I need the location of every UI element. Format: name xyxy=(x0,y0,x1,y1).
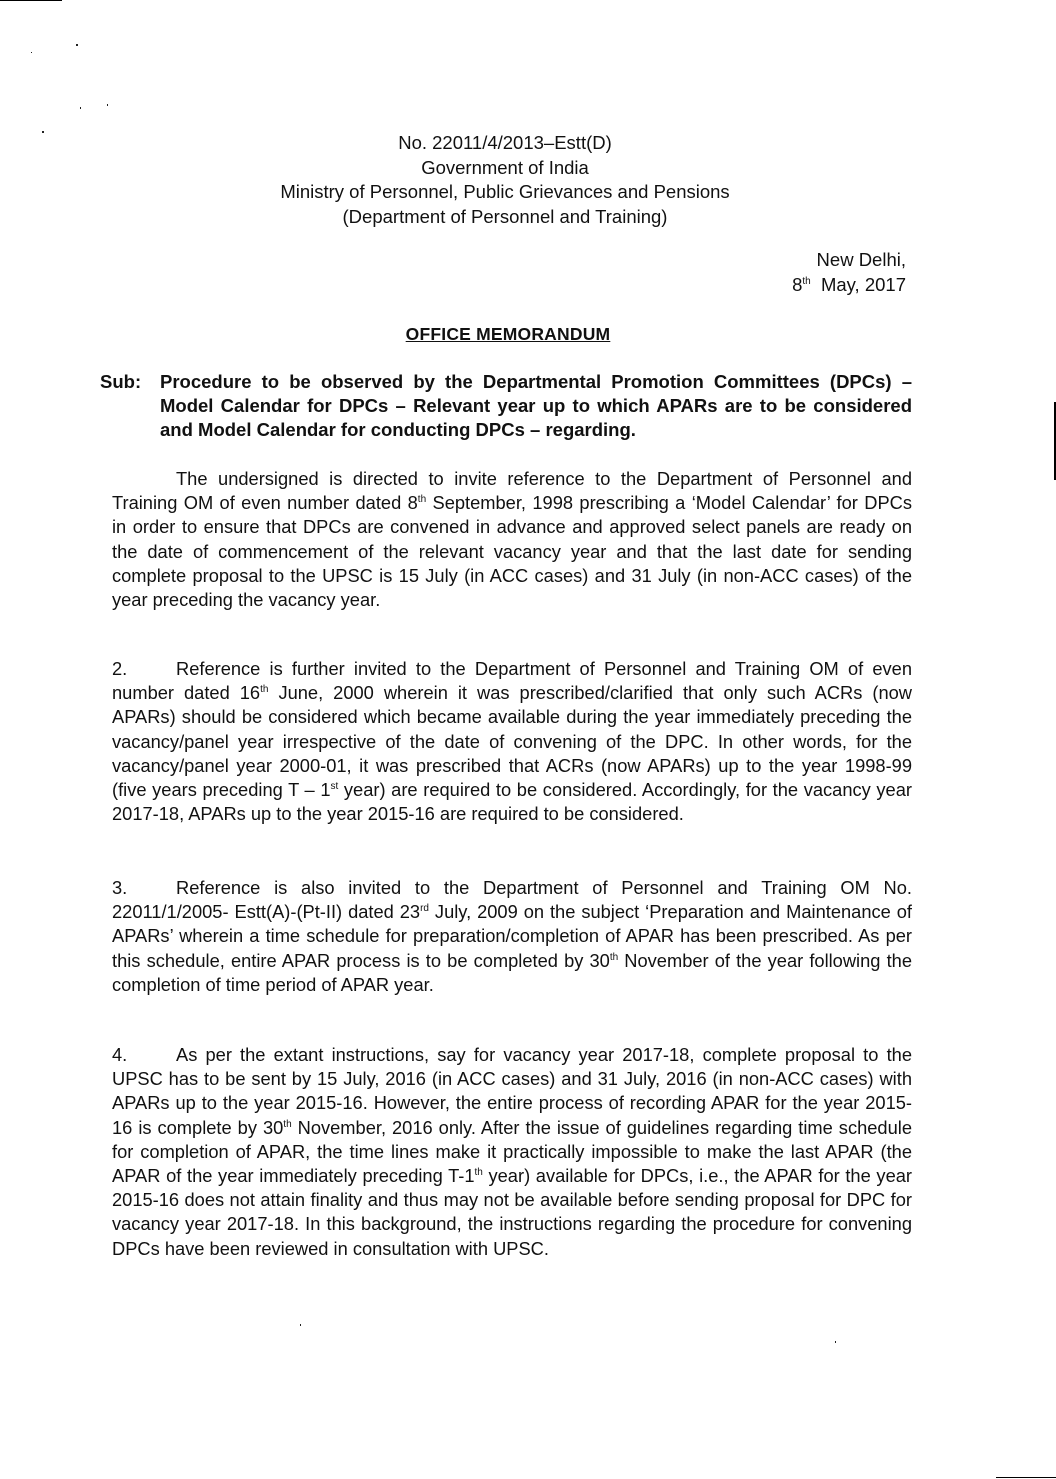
subject-block xyxy=(100,370,912,442)
place-and-date xyxy=(792,248,906,297)
scan-speck xyxy=(80,107,81,109)
scan-speck xyxy=(42,131,44,133)
document-title: OFFICE MEMORANDUM xyxy=(405,324,611,344)
paragraph-2-text: June, 2000 wherein it was prescribed/clarified that only such ACRs (now APARs) should be considered which became available during the year immediately preceding the vacancy/panel year irrespective of the date of convening of the DPC. In other words, for the vacancy/panel year 2000-01, it was prescribed that ACRs (now APARs) up to the year 1998-99 (five years preceding T – 1 xyxy=(112,682,912,801)
paragraph-2-text: year) are required to be considered. Accordingly, for the vacancy year 2017-18, APARs up to the year 2015-16 are required to be considered. xyxy=(112,779,912,825)
paragraph-number: 3. xyxy=(112,877,128,898)
paragraph-2-text: Reference is further invited to the Department of Personnel and Training OM of even number dated 16 xyxy=(112,658,912,704)
ministry-name: Ministry of Personnel, Public Grievances and Pensions xyxy=(280,181,730,202)
date-day: 8 xyxy=(792,273,803,295)
ordinal-suffix: st xyxy=(330,781,339,793)
paragraph-4-text: year) available for DPCs, i.e., the APAR for the year 2015-16 does not attain finality and thus may not be available before sending proposal for DPC for vacancy year 2017-18. In this background, the instructions regarding the procedure for convening DPCs have been reviewed in consultation with UPSC. xyxy=(112,1165,912,1259)
subject-label: Sub: xyxy=(100,371,142,392)
paragraph-number: 2. xyxy=(112,658,128,679)
ordinal-suffix: rd xyxy=(420,903,429,915)
paragraph-3-text: Reference is also invited to the Department of Personnel and Training OM No. 22011/1/2005- Estt(A)-(Pt-II) dated 23 xyxy=(112,877,912,923)
scan-edge-top xyxy=(0,0,62,1)
ordinal-suffix: th xyxy=(474,1167,483,1179)
ordinal-suffix: th xyxy=(417,494,427,506)
scan-speck xyxy=(76,44,78,46)
subject-text: Procedure to be observed by the Departmental Promotion Committees (DPCs) – Model Calendar for DPCs – Relevant year up to which APARs are to be considered and Model Calendar for conducting DPCs – regarding. xyxy=(160,371,912,440)
scan-speck xyxy=(107,104,108,106)
paragraph-3-text: July, 2009 on the subject ‘Preparation and Maintenance of APARs’ wherein a time schedule for preparation/completion of APAR has been prescribed. As per this schedule, entire APAR process is to be completed by 30 xyxy=(112,901,912,971)
paragraph-number: 4. xyxy=(112,1044,128,1065)
paragraph-4-text: November, 2016 only. After the issue of guidelines regarding time schedule for completion of APAR, the time lines make it practically impossible to make the last APAR (the APAR of the year immediately preceding T-1 xyxy=(112,1116,912,1187)
paragraph-2 xyxy=(112,657,912,826)
date-month-year: May, 2017 xyxy=(820,273,906,295)
place: New Delhi, xyxy=(816,249,906,270)
scan-speck xyxy=(31,52,32,53)
file-number: No. 22011/4/2013–Estt(D) xyxy=(398,132,612,153)
date xyxy=(792,273,906,298)
paragraph-1-text: The undersigned is directed to invite reference to the Department of Personnel and Training OM of even number dated 8 xyxy=(112,468,912,514)
ordinal-suffix: th xyxy=(283,1118,292,1130)
letterhead xyxy=(200,131,810,229)
department-name: (Department of Personnel and Training) xyxy=(342,205,668,227)
scan-speck xyxy=(300,1324,301,1326)
paragraph-1-text: September, 1998 prescribing a ‘Model Calendar’ for DPCs in order to ensure that DPCs are convened in advance and approved select panels are ready on the date of commencement of the relevant vacancy year and that the last date for sending complete proposal to the UPSC is 15 July (in ACC cases) and 31 July (in non-ACC cases) of the year preceding the vacancy year. xyxy=(112,492,912,611)
paragraph-1 xyxy=(112,467,912,612)
scan-edge-bottom xyxy=(996,1477,1056,1478)
paragraph-3-text: November of the year following the completion of time period of APAR year. xyxy=(112,949,912,995)
government-name: Government of India xyxy=(421,156,589,178)
scan-speck xyxy=(835,1341,836,1343)
ordinal-suffix: th xyxy=(260,684,269,696)
paragraph-3 xyxy=(112,876,912,997)
date-day-suffix: th xyxy=(802,275,811,287)
paragraph-4-text: As per the extant instructions, say for vacancy year 2017-18, complete proposal to the UPSC has to be sent by 15 July, 2016 (in ACC cases) and 31 July, 2016 (in non-ACC cases) with APARs up to the year 2015-16. However, the entire process of recording APAR for the year 2015-16 is complete by 30 xyxy=(112,1044,912,1138)
paragraph-4 xyxy=(112,1043,912,1261)
ordinal-suffix: th xyxy=(609,951,619,963)
